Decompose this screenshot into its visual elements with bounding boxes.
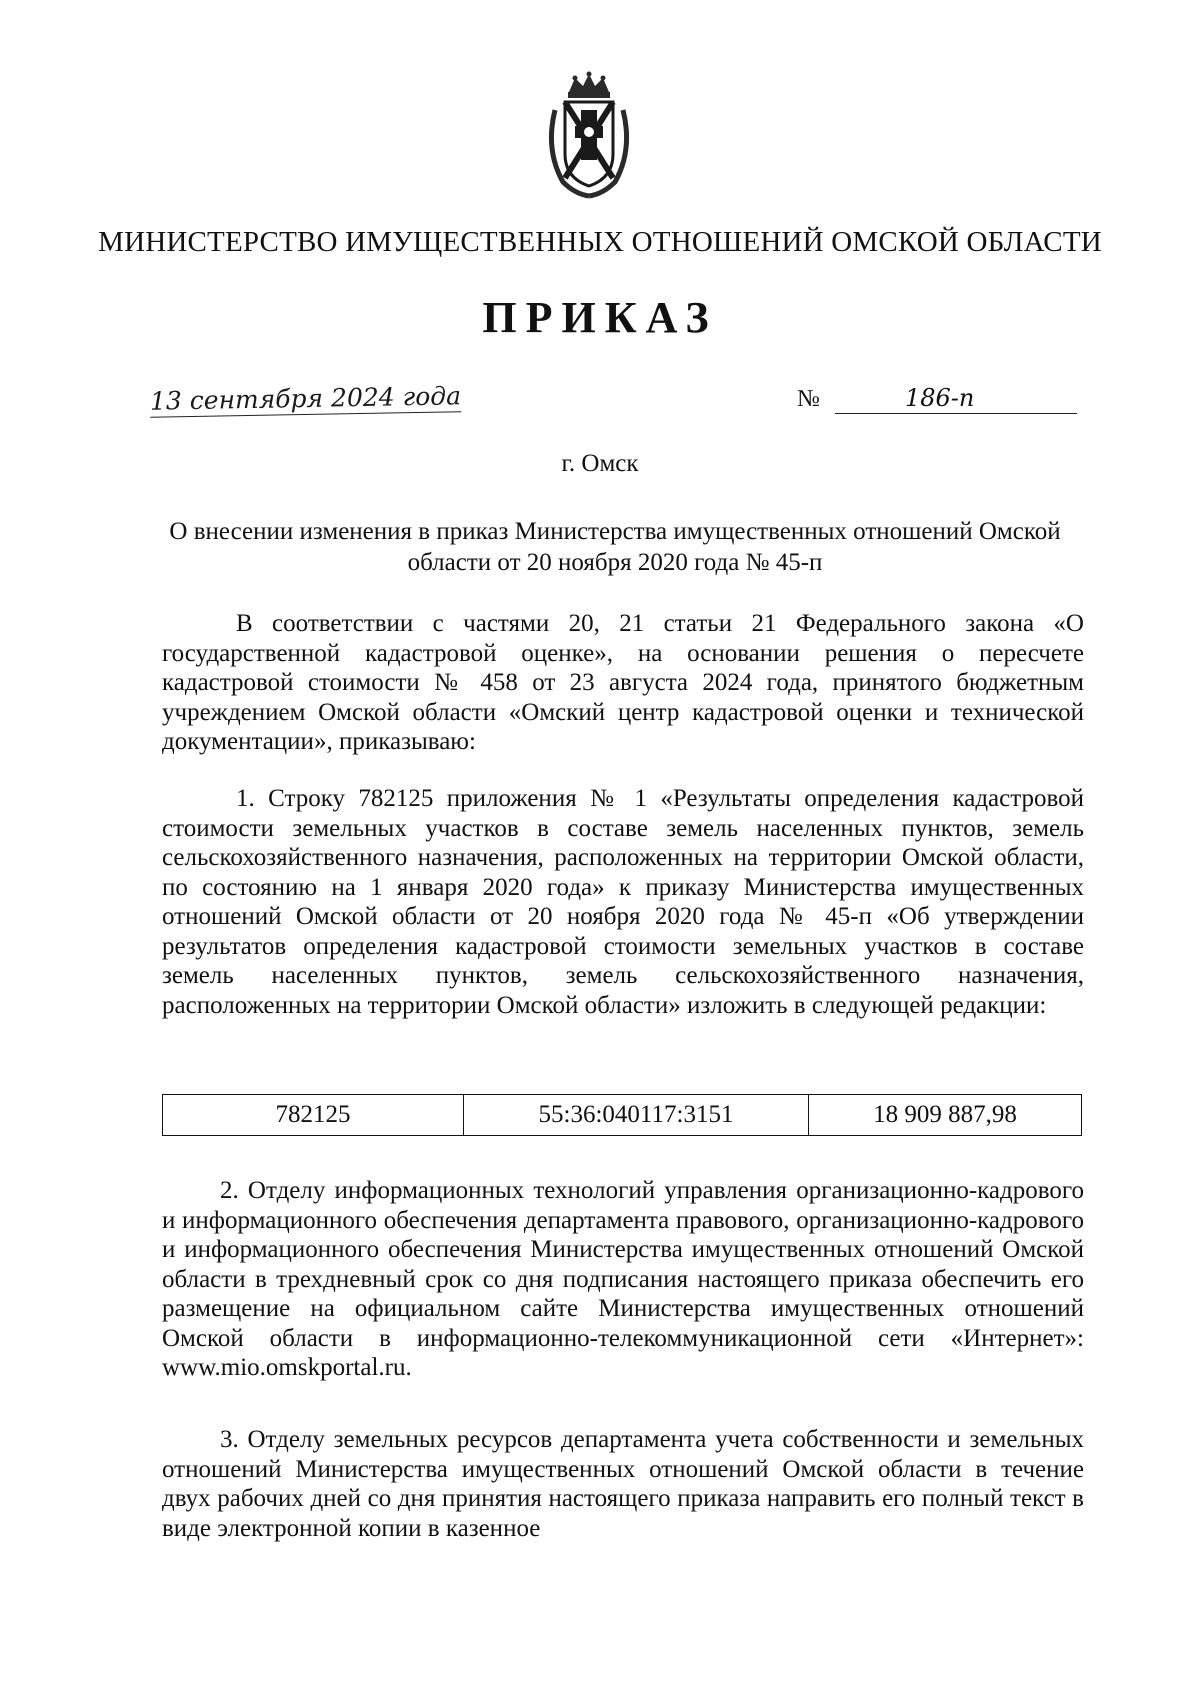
paragraph-item-1: 1. Строку 782125 приложения № 1 «Результаты определения кадастровой стоимости земельных участков в составе земель населенных пунктов, земель сельскохозяйственного назначения, расположенных на территории Омской области, по состоянию на 1 января 2020 года» к приказу Министерства имущественных отношений Омской области от 20 ноября 2020 года № 45-п «Об утверждении результатов определения кадастровой стоимости земельных участков в составе земель населенных пунктов, земель сельскохозяйственного назначения, расположенных на территории Омской области» изложить в следующей редакции:: [162, 785, 1084, 1019]
table-cell-row-number: 782125: [163, 1095, 464, 1135]
handwritten-date: 13 сентября 2024 года: [149, 381, 462, 416]
paragraph-item-3: 3. Отделу земельных ресурсов департамента учета собственности и земельных отношений Министерства имущественных отношений Омской области в течение двух рабочих дней со дня принятия настоящего приказа направить его полный текст в виде электронной копии в казенное: [162, 1426, 1084, 1542]
city: г. Омск: [561, 450, 639, 477]
paragraph-item-2: 2. Отделу информационных технологий управления организационно-кадрового и информационного обеспечения департамента правового, организационно-кадрового и информационного обеспечения Министерства имущественных отношений Омской области в трехдневный срок со дня подписания настоящего приказа обеспечить его размещение на официальном сайте Министерства имущественных отношений Омской области в информационно-телекоммуникационной сети «Интернет»: www.mio.omskportal.ru.: [162, 1177, 1084, 1381]
order-subject: О внесении изменения в приказ Министерства имущественных отношений Омской области от 20 ноября 2020 года № 45-п: [169, 518, 1061, 576]
cadastral-table-row: [162, 1094, 1082, 1136]
table-cell-cadastral-number: 55:36:040117:3151: [464, 1095, 809, 1135]
coat-of-arms-emblem: [541, 70, 637, 200]
document-title: ПРИКАЗ: [482, 293, 718, 342]
ministry-name: МИНИСТЕРСТВО ИМУЩЕСТВЕННЫХ ОТНОШЕНИЙ ОМСКОЙ ОБЛАСТИ: [98, 226, 1102, 258]
number-label: №: [797, 386, 820, 412]
table-cell-cadastral-value: 18 909 887,98: [873, 1101, 1017, 1128]
number-underline: [835, 413, 1077, 414]
paragraph-preamble: В соответствии с частями 20, 21 статьи 21 Федерального закона «О государственной кадастровой оценке», на основании решения о пересчете кадастровой стоимости № 458 от 23 августа 2024 года, принятого бюджетным учреждением Омской области «Омский центр кадастровой оценки и технической документации», приказываю:: [162, 610, 1084, 755]
handwritten-number: 186-п: [905, 384, 975, 412]
